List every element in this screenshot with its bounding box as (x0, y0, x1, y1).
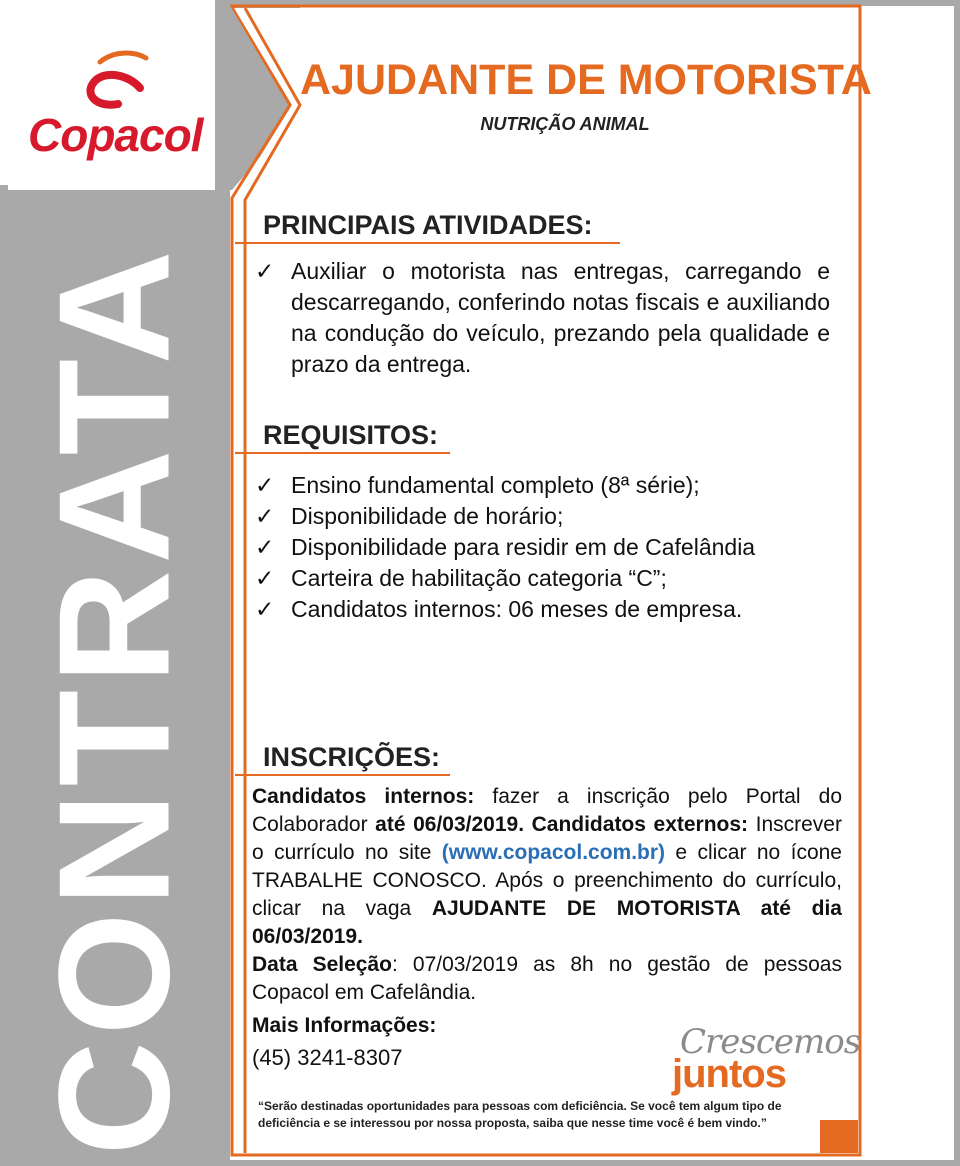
requirement-text: Candidatos internos: 06 meses de empresa. (291, 596, 743, 622)
check-icon: ✓ (255, 472, 275, 498)
brand-logo (20, 50, 220, 170)
job-subtitle: NUTRIÇÃO ANIMAL (480, 114, 650, 134)
site-link[interactable]: (www.copacol.com.br) (441, 841, 666, 864)
job-title: AJUDANTE DE MOTORISTA (300, 56, 872, 104)
footnote: “Serão destinadas oportunidades para pessoas com deficiência. Se você tem algum tipo de deficiência e se interessou por nossa proposta, saiba que nesse time você é bem vindo.” (258, 1099, 782, 1130)
check-icon: ✓ (255, 534, 275, 560)
requirement-text: Disponibilidade para residir em de Cafelândia (291, 534, 756, 560)
list-item (255, 594, 845, 625)
list-item (255, 532, 845, 563)
activities-list (255, 256, 830, 380)
contact-phone: (45) 3241-8307 (252, 1045, 403, 1070)
external-label: . Candidatos externos: (518, 813, 749, 836)
registration-underline (235, 774, 450, 776)
list-item (255, 256, 830, 380)
external-text-2: e clicar no ícone TRABALHE CONOSCO. Após o preenchimento do currículo, clicar na vaga (252, 841, 842, 920)
requirement-text: Disponibilidade de horário; (291, 503, 564, 529)
orange-corner (820, 1120, 858, 1153)
requirement-text: Carteira de habilitação categoria “C”; (291, 565, 667, 591)
registration-heading: INSCRIÇÕES: (263, 742, 441, 772)
internal-label: Candidatos internos: (252, 785, 475, 808)
contact-label: Mais Informações: (252, 1014, 437, 1037)
list-item (255, 501, 845, 532)
check-icon: ✓ (255, 565, 275, 591)
requirements-underline (235, 452, 450, 454)
list-item (255, 470, 845, 501)
requirements-heading: REQUISITOS: (263, 420, 439, 450)
activity-text: Auxiliar o motorista nas entregas, carregando e descarregando, conferindo notas fiscais e auxiliando na condução do veículo, prezando pela qualidade e prazo da entrega. (291, 258, 830, 377)
requirement-text: Ensino fundamental completo (8ª série); (291, 472, 700, 498)
internal-text: fazer a inscrição pelo Portal do Colaborador (252, 785, 843, 836)
check-icon: ✓ (255, 503, 275, 529)
internal-deadline: até 06/03/2019 (375, 813, 519, 836)
side-banner-text: CONTRATA (26, 244, 203, 1156)
activities-underline (235, 242, 620, 244)
registration-text (252, 783, 842, 1007)
external-vacancy: AJUDANTE DE MOTORISTA até dia 06/03/2019. (252, 897, 842, 948)
slogan-bottom: juntos (672, 1052, 786, 1096)
external-text: Inscrever o currículo no site (252, 813, 842, 864)
check-icon: ✓ (255, 596, 275, 622)
brand-name: Copacol (28, 109, 203, 161)
slogan-top: Crescemos (680, 1022, 861, 1062)
requirements-list (255, 470, 845, 625)
selection-text: : 07/03/2019 as 8h no gestão de pessoas Copacol em Cafelândia. (252, 953, 842, 1004)
check-icon: ✓ (255, 258, 275, 284)
selection-label: Data Seleção (252, 953, 392, 976)
list-item (255, 563, 845, 594)
activities-heading: PRINCIPAIS ATIVIDADES: (263, 210, 593, 240)
